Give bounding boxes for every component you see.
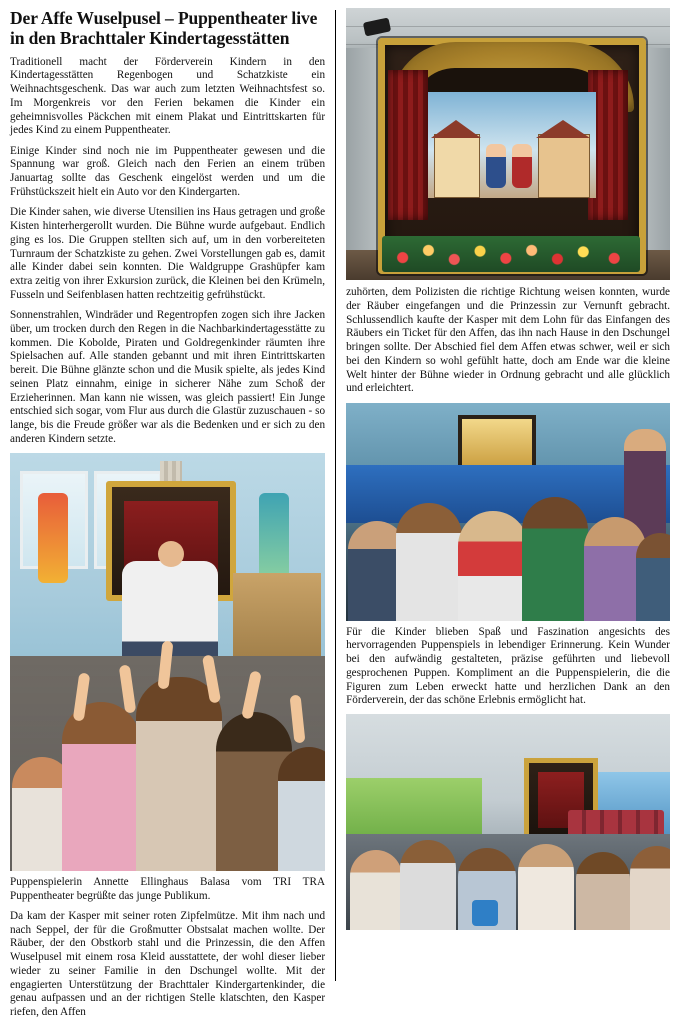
left-column xyxy=(10,8,335,1019)
photo-caption-left: Puppenspielerin Annette Ellinghaus Balasa vom TRI TRA Puppentheater begrüßte das junge Publikum. xyxy=(10,876,326,903)
paragraph-6: zuhörten, dem Polizisten die richtige Richtung weisen konnten, wurde der Räuber eingefangen und die Prinzessin zur Vernunft gebracht. Schlussendlich kaufte der Kasper mit dem Lohn für das Einfangen des Räubers ein Ticket für den Affen, das ihn nach Hause in den Dschungel bringen sollte. Der Abschied fiel dem Affen etwas schwer, weil er sich bei den Kindern so wohl gefühlt hatte, doch am Ende war die kleine Welt hinter der Bühne wieder in Ordnung gebracht und alle glücklich und erleichtert. xyxy=(346,286,670,395)
paragraph-1: Traditionell macht der Förderverein Kindern in den Kindertagesstätten Regenbogen und Schatzkiste ein Weihnachtsgeschenk. Das war auch zum letzten Weihnachtsfest so. Im Morgenkreis vor den Ferien bekamen die Kinder ein geheimnisvolles Päckchen mit einem Plakat und Eintrittskarten für jedes Kind zu einem Puppentheater. xyxy=(10,55,326,137)
photo-caption-right: Für die Kinder blieben Spaß und Faszination angesichts des hervorragenden Puppenspiels in lebendiger Erinnerung. Kein Wunder bei den aufwändig gestalteten, präzise geführten und liebevoll gesprochenen Puppen. Kompliment an die Puppenspielerin, die die Figuren zum Leben erweckt hatte und herzlichen Dank an den Förderverein, der das schöne Erlebnis ermöglicht hat. xyxy=(346,625,670,707)
curtain-left xyxy=(388,70,428,220)
right-column xyxy=(336,8,670,983)
puppet-figure xyxy=(512,144,532,188)
child xyxy=(350,850,402,930)
child xyxy=(576,852,630,930)
scenery-roof xyxy=(536,120,590,138)
paragraph-3: Die Kinder sahen, wie diverse Utensilien ins Haus getragen und große Kisten hinterhergerollt wurden. Die Bühne wurde aufgebaut. Endlich ging es los. Die Gruppen stellten sich auf, um in den vorbereiteten Turnraum der Schatzkiste zu gehen. Zwei Vorstellungen gab es, damit alle Kinder dabei sein konnten. Die Waldgruppe Grashüpfer kam extra zeitig von ihrer Exkursion zurück, die Kleinen bei den Krümeln, Fusseln und Seifenblasen hatten rechtzeitig gefrühstückt. xyxy=(10,206,326,301)
child xyxy=(518,844,574,930)
child xyxy=(636,533,670,621)
flower-decoration xyxy=(382,236,640,272)
photo-hall-with-stage xyxy=(346,714,670,930)
green-wall xyxy=(346,778,482,840)
scenery-house xyxy=(434,134,480,198)
scenery-roof xyxy=(431,120,481,138)
child xyxy=(630,846,670,930)
stage-scene xyxy=(428,92,596,198)
child xyxy=(522,497,588,621)
photo-puppet-theatre-stage xyxy=(346,8,670,280)
audience-floor xyxy=(346,834,670,930)
scenery-house xyxy=(538,134,590,198)
page-title: Der Affe Wuselpusel – Puppentheater live in den Brachttaler Kindertagesstätten xyxy=(10,8,318,49)
wall-decoration-right xyxy=(259,493,289,583)
photo-children-audience xyxy=(346,403,670,621)
paragraph-2: Einige Kinder sind noch nie im Puppentheater gewesen und die Spannung war groß. Gleich nach den Ferien an einem trüben Januartag sollte das Geschenk eingelöst werden und um die Frühstückszeit hielt ein Auto vor den Kindergarten. xyxy=(10,144,326,198)
shirt-logo xyxy=(472,900,498,926)
child xyxy=(400,840,456,930)
ceiling-line xyxy=(346,26,670,27)
puppet-figure xyxy=(486,144,506,188)
child xyxy=(278,747,325,871)
child xyxy=(396,503,462,621)
paragraph-4: Sonnenstrahlen, Windräder und Regentropfen zogen sich ihre Jacken über, um trocken durch den Regen in die Nachbarkindertagesstätte zu kommen. Die Kobolde, Piraten und Goldregenkinder räumten ihre Spielsachen auf. Alle standen gebannt und mit ihren Eintrittskarten bereit. Die Bühne glänzte schon und die Musik spielte, als jedes Kind seinen Platz einnahm, einige in sicherer Nähe zum Schoß der Erzieherinnen. Man kann nie wissen, was gleich passiert! Ein Junge entschied sich sogar, vom Flur aus durch die Glastür zuzuschauen - so lange, bis die Freude größer war als die Bedenken und er sich zu den anderen Kindern setzte. xyxy=(10,309,326,445)
child xyxy=(136,677,222,871)
two-column-layout xyxy=(10,8,670,1019)
paragraph-5: Da kam der Kasper mit seiner roten Zipfelmütze. Mit ihm nach und nach Seppel, der für die Großmutter Obstsalat machen wollte. Der Räuber, der den Obstkorb stahl und die Prinzessin, die den Affen Wuselpusel mit einem rosa Kleid ausstattete, der wohl dieser lieber wieder zu seiner Familie in den Dschungel wollte. Mit der engagierten Unterstützung der Brachttaler Kindergartenkinder, die genau aufpassen und an der richtigen Stelle klatschten, den Kasper riefen, den Affen xyxy=(10,909,326,1019)
child xyxy=(458,511,528,621)
photo-puppeteer-with-children xyxy=(10,453,325,871)
child xyxy=(62,702,140,871)
raised-arm xyxy=(290,695,306,744)
raised-arm xyxy=(119,665,137,714)
wall-decoration-left xyxy=(38,493,68,583)
children-group xyxy=(10,656,325,871)
